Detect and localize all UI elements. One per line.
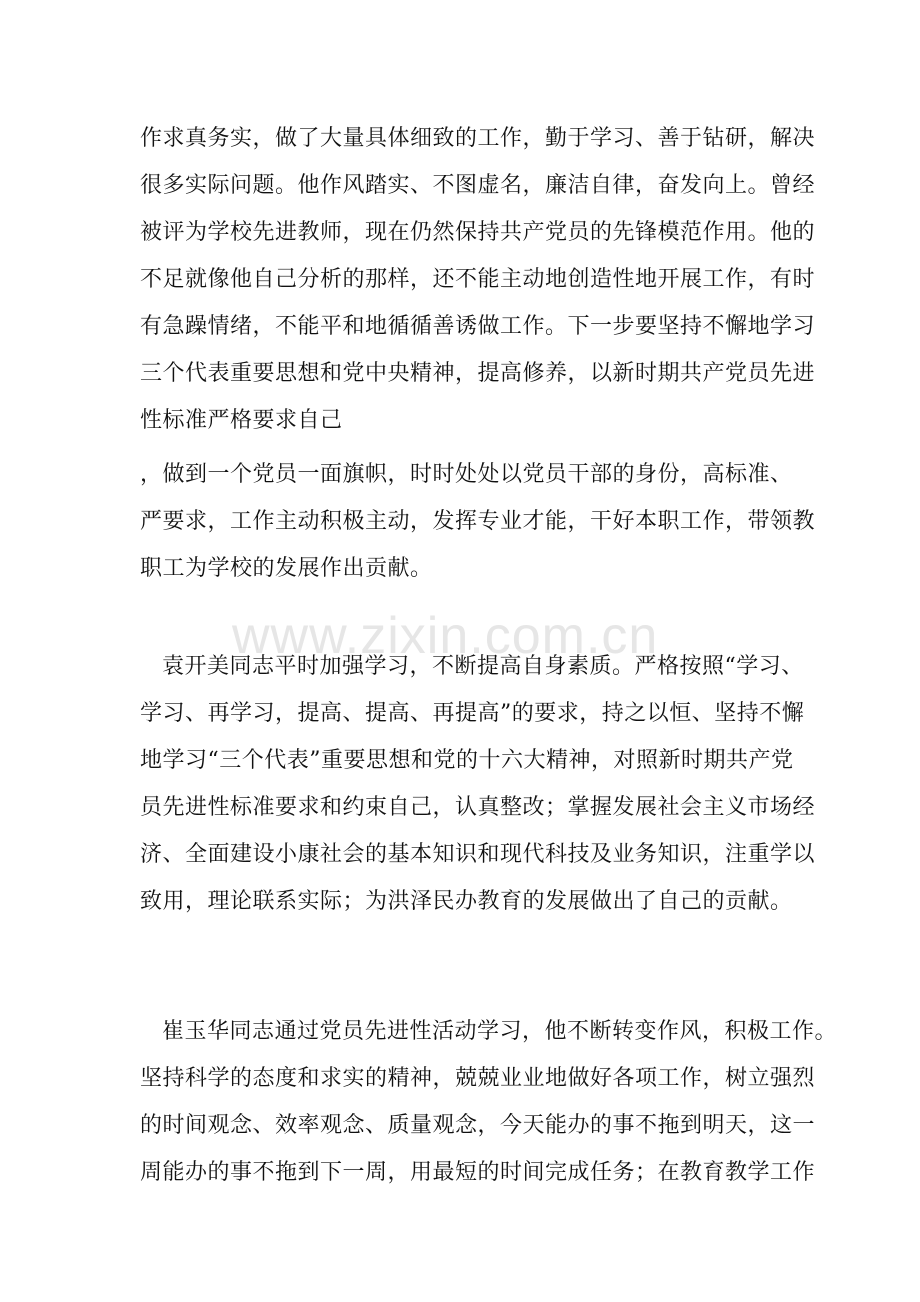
paragraph-3-line-3: 地学习“三个代表”重要思想和党的十六大精神，对照新时期共产党 <box>140 748 794 773</box>
paragraph-3-line-2: 学习、再学习，提高、提高、再提高”的要求，持之以恒、坚持不懈 <box>140 701 805 726</box>
paragraph-1-line-3: 被评为学校先进教师，现在仍然保持共产党员的先锋模范作用。他的 <box>140 220 816 245</box>
paragraph-3-line-1: 袁开美同志平时加强学习，不断提高自身素质。严格按照“学习、 <box>162 654 804 679</box>
paragraph-4-line-1: 崔玉华同志通过党员先进性活动学习，他不断转变作风，积极工作。 <box>162 1019 838 1044</box>
paragraph-4-line-3: 的时间观念、效率观念、质量观念，今天能办的事不拖到明天，这一 <box>140 1113 816 1138</box>
paragraph-4-line-4: 周能办的事不拖到下一周，用最短的时间完成任务；在教育教学工作 <box>140 1160 816 1185</box>
paragraph-2-line-1: ，做到一个党员一面旗帜，时时处处以党员干部的身份，高标准、 <box>140 462 793 487</box>
paragraph-1-line-1: 作求真务实，做了大量具体细致的工作，勤于学习、善于钻研，解决 <box>140 126 816 151</box>
paragraph-2-line-3: 职工为学校的发展作出贡献。 <box>140 556 433 581</box>
paragraph-1-line-7: 性标准严格要求自己 <box>140 408 343 433</box>
paragraph-3-line-5: 济、全面建设小康社会的基本知识和现代科技及业务知识，注重学以 <box>140 842 816 867</box>
paragraph-3-line-6: 致用，理论联系实际；为洪泽民办教育的发展做出了自己的贡献。 <box>140 889 793 914</box>
paragraph-1-line-4: 不足就像他自己分析的那样，还不能主动地创造性地开展工作，有时 <box>140 267 816 292</box>
paragraph-1-line-5: 有急躁情绪，不能平和地循循善诱做工作。下一步要坚持不懈地学习 <box>140 314 816 339</box>
paragraph-2-line-2: 严要求，工作主动积极主动，发挥专业才能，干好本职工作，带领教 <box>140 509 816 534</box>
paragraph-3-line-4: 员先进性标准要求和约束自己，认真整改；掌握发展社会主义市场经 <box>140 795 816 820</box>
paragraph-1-line-6: 三个代表重要思想和党中央精神，提高修养，以新时期共产党员先进 <box>140 361 816 386</box>
paragraph-4-line-2: 坚持科学的态度和求实的精神，兢兢业业地做好各项工作，树立强烈 <box>140 1066 816 1091</box>
paragraph-1-line-2: 很多实际问题。他作风踏实、不图虚名，廉洁自律，奋发向上。曾经 <box>140 173 816 198</box>
watermark: www.zixin.com.cn <box>232 607 659 665</box>
